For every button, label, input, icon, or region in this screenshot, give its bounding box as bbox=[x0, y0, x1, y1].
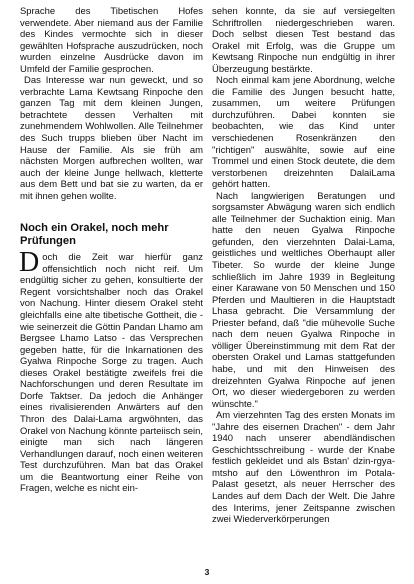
paragraph: Noch einmal kam jene Abordnung, welche die Familie des Jungen besucht hatte, zusammen, um weitere Prüfungen durchzuführen. Dabei konnten sie beobachten, wie das Kind unter verschiedenen Rosenkränzen den "richtigen" auswählte, sowie auf eine Trommel und einen Stock deutete, die dem verstorbenen dreizehnten DalaiLama gehört hatten. bbox=[212, 75, 395, 191]
paragraph: sehen konnte, da sie auf versiegelten Schriftrollen niedergeschrieben waren. Doch selbst diesen Test bestand das Orakel mit Erfolg, was die Gruppe um Kewtsang Rinpoche nun endgültig in ihrer Überzeugung bestärkte. bbox=[212, 6, 395, 75]
paragraph: Nach langwierigen Beratungen und sorgsamster Abwägung waren sich endlich alle Teilnehmer der Suchaktion einig. Man hatte den neuen Gyalwa Rinpoche gefunden, den vierzehnten Dalai-Lama, geistliches und weltliches Oberhaupt aller Tibeter. So wurde der kleine Junge schließlich im Jahre 1939 in Begleitung einer Karawane von 50 Menschen und 150 Pferden und Maultieren in die Hauptstadt Lhasa gebracht. Die Versammlung der Priester befand, daß "die mühevolle Suche nach dem neuen Gyalwa Rinpoche in völliger Übereinstimmung mit dem Rat der obersten Orakel und Lamas stattgefunden habe, und mit den Hinweisen des dreizehnten Gyalwa Rinpoche auf jenen Ort, wo dieser wiedergeboren zu werden wünschte." bbox=[212, 190, 395, 410]
page-number: 3 bbox=[204, 567, 210, 577]
paragraph: Am vierzehnten Tag des ersten Monats im "Jahre des eisernen Drachen" - dem Jahr 1940 nach unserer abendländischen Geschichtsschreibung - wurde der Knabe festlich gekleidet und als Bstan' dzin-rgya-mtsho auf den Löwenthron im Potala-Palast gesetzt, als neuer Herrscher des Landes auf dem Dach der Welt. Die Jahre des Interims, jener Zeitspanne zwischen zwei Wiederverkörperungen bbox=[212, 410, 395, 526]
paragraph: Sprache des Tibetischen Hofes verwendete. Aber niemand aus der Familie des Kindes vermochte sich in dieser gewählten Hofsprache auszudrücken, noch wurden einzelne Ausdrücke davon im Umfeld der Familie gesprochen. bbox=[20, 6, 203, 75]
paragraph-with-dropcap bbox=[19, 247, 203, 495]
right-column bbox=[212, 6, 395, 526]
section-spacer bbox=[20, 202, 203, 222]
left-column bbox=[20, 6, 203, 495]
paragraph-text: och die Zeit war hierfür ganz offensichtlich noch nicht reif. Um endgültig sicher zu gehen, konsultierte der Regent vorsichtshalber noch das Orakel von Nachung. Hinter diesem Orakel steht gleichfalls eine alte tibetische Gottheit, die - wie seinerzeit die Göttin Pandan Lhamo am Bergsee Lhamo Latso - das Versprechen gegeben hatte, für die Inkarnationen des Gyalwa Rinpoche Sorge zu tragen. Auch dieses Orakel bestätigte zweifels frei die Nachforschungen und deren Resultate im Dorfe Taktser. Da jedoch die Anhänger eines rivalisierenden Anwärters auf den Thron des Dalai-Lama argwöhnten, das Orakel von Nachung könnte parteiisch sein, einigte man sich nach längeren Verhandlungen darauf, noch einen weiteren Test durchzuführen. Man bat das Orakel um die Beantwortung einer Reihe von Fragen, welche es nicht ein- bbox=[20, 252, 203, 495]
section-heading: Noch ein Orakel, noch mehr Prüfungen bbox=[20, 222, 169, 248]
paragraph: Das Interesse war nun geweckt, und so verbrachte Lama Kewtsang Rinpoche den ganzen Tag mit dem kleinen Jungen, betrachtete dessen Verhalten mit zunehmendem Wohlwollen. Alle Teilnehmer des Such trupps blieben über Nacht im Hause der Familie. Als sie früh am nächsten Morgen aufbrechen wollten, war auch der kleine Junge hellwach, kletterte aus dem Bett und bat sie zu warten, da er mit ihnen gehen wollte. bbox=[20, 75, 203, 202]
drop-cap: D bbox=[19, 247, 40, 279]
